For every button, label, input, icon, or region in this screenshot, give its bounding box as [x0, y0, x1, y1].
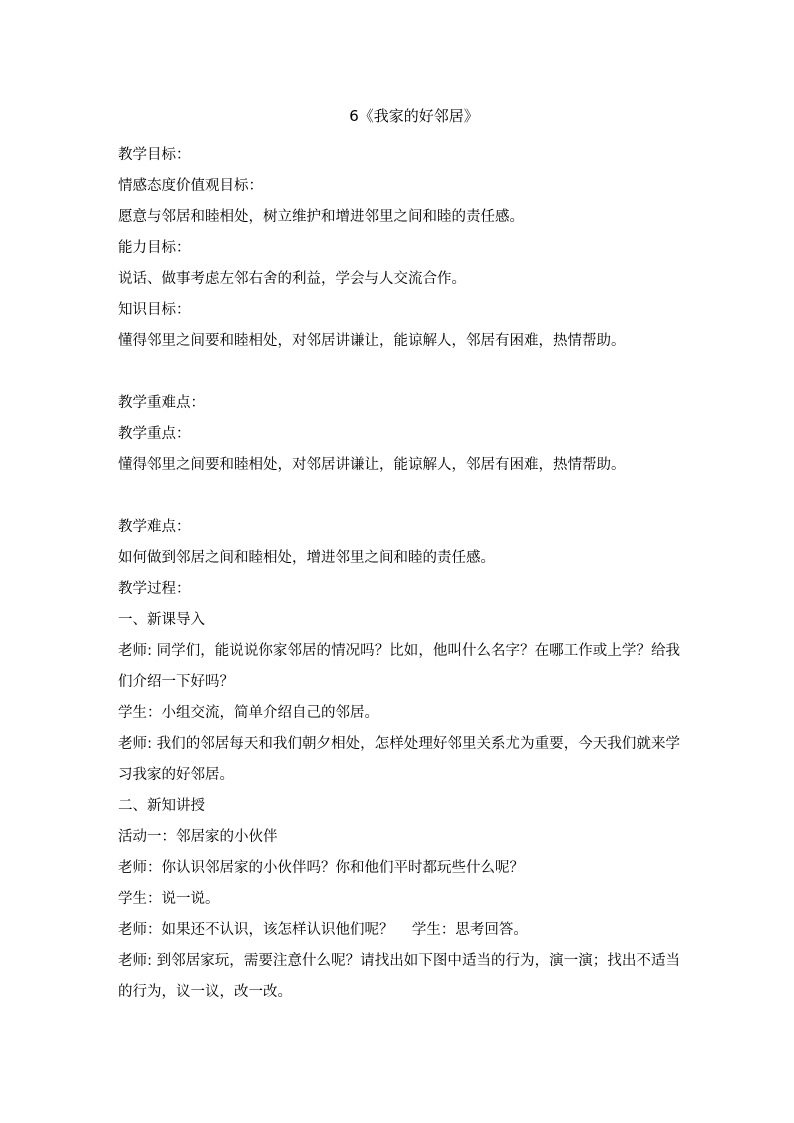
- paragraph-teaching-process: 教学过程：: [118, 581, 191, 597]
- paragraph-student-response: 学生：小组交流，简单介绍自己的邻居。: [118, 705, 379, 721]
- paragraph-emotion-goal: 愿意与邻居和睦相处，树立维护和增进邻里之间和睦的责任感。: [118, 209, 524, 225]
- paragraph-teacher-question-4: 老师: 到邻居家玩，需要注意什么呢？请找出如下图中适当的行为，演一演；找出不适当的行为，议一议，改一改。: [118, 953, 680, 1000]
- paragraph-teacher-intro: 老师: 我们的邻居每天和我们朝夕相处，怎样处理好邻里关系尤为重要，今天我们就来学习我家的好邻居。: [118, 736, 680, 783]
- paragraph-teacher-question: 老师: 同学们，能说说你家邻居的情况吗？比如，他叫什么名字？在哪工作或上学？给我们介绍一下好吗？: [118, 643, 680, 690]
- paragraph-section-new-knowledge: 二、新知讲授: [118, 798, 205, 814]
- paragraph-knowledge-goal: 懂得邻里之间要和睦相处，对邻居讲谦让，能谅解人，邻居有困难，热情帮助。: [118, 333, 626, 349]
- paragraph-teaching-goals: 教学目标：: [118, 147, 191, 163]
- paragraph-key-difficult-points: 教学重难点：: [118, 395, 205, 411]
- paragraph-ability-goal-heading: 能力目标：: [118, 240, 191, 256]
- paragraph-student-say: 学生：说一说。: [118, 891, 220, 907]
- blank-line: [118, 357, 680, 388]
- document-title: 6《我家的好邻居》: [349, 107, 479, 125]
- paragraph-teacher-question-2: 老师：你认识邻居家的小伙伴吗？你和他们平时都玩些什么呢？: [118, 860, 524, 876]
- paragraph-ability-goal: 说话、做事考虑左邻右舍的利益，学会与人交流合作。: [118, 271, 466, 287]
- blank-line: [118, 481, 680, 512]
- paragraph-difficult-points: 如何做到邻居之间和睦相处，增进邻里之间和睦的责任感。: [118, 550, 495, 566]
- paragraph-difficult-points-heading: 教学难点：: [118, 519, 191, 535]
- paragraph-key-points: 懂得邻里之间要和睦相处，对邻居讲谦让，能谅解人，邻居有困难，热情帮助。: [118, 457, 626, 473]
- paragraph-knowledge-goal-heading: 知识目标：: [118, 302, 191, 318]
- paragraph-teacher-question-3: 老师：如果还不认识，该怎样认识他们呢？ 学生：思考回答。: [118, 922, 528, 938]
- paragraph-key-points-heading: 教学重点：: [118, 426, 191, 442]
- document-body: [118, 140, 680, 1008]
- paragraph-section-intro: 一、新课导入: [118, 612, 205, 628]
- paragraph-activity-one: 活动一：邻居家的小伙伴: [118, 829, 278, 845]
- paragraph-emotion-goal-heading: 情感态度价值观目标：: [118, 178, 263, 194]
